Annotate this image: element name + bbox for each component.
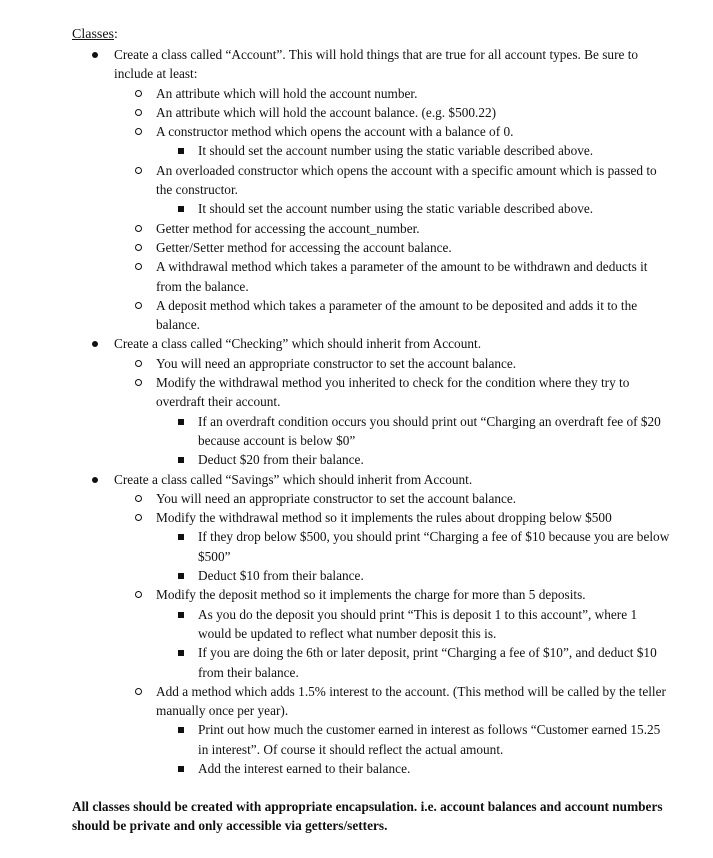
item-text: Add the interest earned to their balance. xyxy=(198,760,411,776)
item-text: A constructor method which opens the account with a balance of 0. xyxy=(156,124,514,140)
heading-text: Classes xyxy=(72,27,114,42)
item-text: You will need an appropriate constructor to set the account balance. xyxy=(156,355,517,371)
hollow-circle-bullet-icon xyxy=(135,591,142,598)
item-text: It should set the account number using the static variable described above. xyxy=(198,201,594,217)
heading-colon: : xyxy=(114,27,118,42)
list-item xyxy=(156,412,672,451)
hollow-circle-bullet-icon xyxy=(135,225,142,232)
list-item xyxy=(72,334,672,469)
item-text: Create a class called “Account”. This will hold things that are true for all account types. Be sure to include at least: xyxy=(114,47,639,82)
level-3-list xyxy=(156,412,672,470)
square-bullet-icon xyxy=(178,148,184,154)
item-text: A withdrawal method which takes a parameter of the amount to be withdrawn and deducts it from the balance. xyxy=(156,259,648,294)
level-1-list xyxy=(72,45,672,778)
square-bullet-icon xyxy=(178,457,184,463)
section-heading xyxy=(72,26,118,44)
hollow-circle-bullet-icon xyxy=(135,167,142,174)
item-text: Create a class called “Checking” which should inherit from Account. xyxy=(114,336,482,352)
item-text: If an overdraft condition occurs you should print out “Charging an overdraft fee of $20 because account is below $0” xyxy=(198,413,661,448)
hollow-circle-bullet-icon xyxy=(135,90,142,97)
list-item xyxy=(156,720,672,759)
hollow-circle-bullet-icon xyxy=(135,128,142,135)
square-bullet-icon xyxy=(178,206,184,212)
item-text: Modify the withdrawal method you inherited to check for the condition where they try to overdraft their account. xyxy=(156,375,630,410)
item-text: If you are doing the 6th or later deposit, print “Charging a fee of $10”, and deduct $10 from their balance. xyxy=(198,645,657,680)
list-item xyxy=(72,45,672,334)
square-bullet-icon xyxy=(178,419,184,425)
item-text: An overloaded constructor which opens the account with a specific amount which is passed to the constructor. xyxy=(156,162,657,198)
item-text: Create a class called “Savings” which should inherit from Account. xyxy=(114,471,473,487)
item-text: Deduct $20 from their balance. xyxy=(198,452,364,468)
item-text: Getter method for accessing the account_number. xyxy=(156,220,420,236)
list-item xyxy=(114,122,672,161)
encapsulation-note: All classes should be created with appropriate encapsulation. i.e. account balances and account numbers should be private and only accessible via getters/setters. xyxy=(72,799,663,834)
item-text: Print out how much the customer earned in interest as follows “Customer earned 15.25 in interest”. Of course it should reflect the actual amount. xyxy=(198,722,661,757)
list-item xyxy=(114,257,672,296)
hollow-circle-bullet-icon xyxy=(135,360,142,367)
level-3-list xyxy=(156,199,672,218)
list-item xyxy=(156,643,672,682)
square-bullet-icon xyxy=(178,573,184,579)
item-text: Deduct $10 from their balance. xyxy=(198,568,364,584)
level-2-list xyxy=(114,84,672,335)
list-item xyxy=(114,84,672,103)
item-text: You will need an appropriate constructor to set the account balance. xyxy=(156,490,517,506)
list-item xyxy=(72,470,672,779)
level-3-list xyxy=(156,605,672,682)
square-bullet-icon xyxy=(178,727,184,733)
item-text: A deposit method which takes a parameter of the amount to be deposited and adds it to the balance. xyxy=(156,297,638,333)
list-item xyxy=(114,103,672,122)
hollow-circle-bullet-icon xyxy=(135,495,142,502)
hollow-circle-bullet-icon xyxy=(135,109,142,116)
list-item xyxy=(156,566,672,585)
list-item xyxy=(156,759,672,778)
item-text: Add a method which adds 1.5% interest to the account. (This method will be called by the teller manually once per year). xyxy=(156,683,666,719)
square-bullet-icon xyxy=(178,650,184,656)
list-item xyxy=(156,450,672,469)
level-2-list xyxy=(114,489,672,778)
item-text: Modify the withdrawal method so it implements the rules about dropping below $500 xyxy=(156,510,612,526)
hollow-circle-bullet-icon xyxy=(135,379,142,386)
level-3-list xyxy=(156,527,672,585)
list-item xyxy=(156,199,672,218)
list-item xyxy=(156,605,672,644)
list-item xyxy=(114,296,672,335)
list-item xyxy=(114,489,672,508)
filled-circle-bullet-icon xyxy=(92,52,98,58)
item-text: If they drop below $500, you should print “Charging a fee of $10 because you are below $500” xyxy=(198,529,670,564)
level-3-list xyxy=(156,141,672,160)
hollow-circle-bullet-icon xyxy=(135,514,142,521)
hollow-circle-bullet-icon xyxy=(135,263,142,270)
filled-circle-bullet-icon xyxy=(92,477,98,483)
square-bullet-icon xyxy=(178,766,184,772)
filled-circle-bullet-icon xyxy=(92,341,98,347)
item-text: As you do the deposit you should print “This is deposit 1 to this account”, where 1 would be updated to reflect what number deposit this is. xyxy=(198,606,638,641)
level-2-list xyxy=(114,354,672,470)
item-text: Modify the deposit method so it implements the charge for more than 5 deposits. xyxy=(156,587,586,603)
list-item xyxy=(156,527,672,566)
list-item xyxy=(114,373,672,469)
list-item xyxy=(114,219,672,238)
list-item xyxy=(156,141,672,160)
list-item xyxy=(114,682,672,778)
list-item xyxy=(114,354,672,373)
list-item xyxy=(114,508,672,585)
item-text: Getter/Setter method for accessing the account balance. xyxy=(156,239,452,255)
item-text: An attribute which will hold the account balance. (e.g. $500.22) xyxy=(156,104,497,120)
item-text: It should set the account number using the static variable described above. xyxy=(198,143,594,159)
hollow-circle-bullet-icon xyxy=(135,688,142,695)
list-item xyxy=(114,238,672,257)
item-text: An attribute which will hold the account number. xyxy=(156,85,418,101)
requirements-list xyxy=(72,45,672,778)
hollow-circle-bullet-icon xyxy=(135,244,142,251)
square-bullet-icon xyxy=(178,534,184,540)
list-item xyxy=(114,161,672,219)
square-bullet-icon xyxy=(178,612,184,618)
hollow-circle-bullet-icon xyxy=(135,302,142,309)
level-3-list xyxy=(156,720,672,778)
list-item xyxy=(114,585,672,681)
